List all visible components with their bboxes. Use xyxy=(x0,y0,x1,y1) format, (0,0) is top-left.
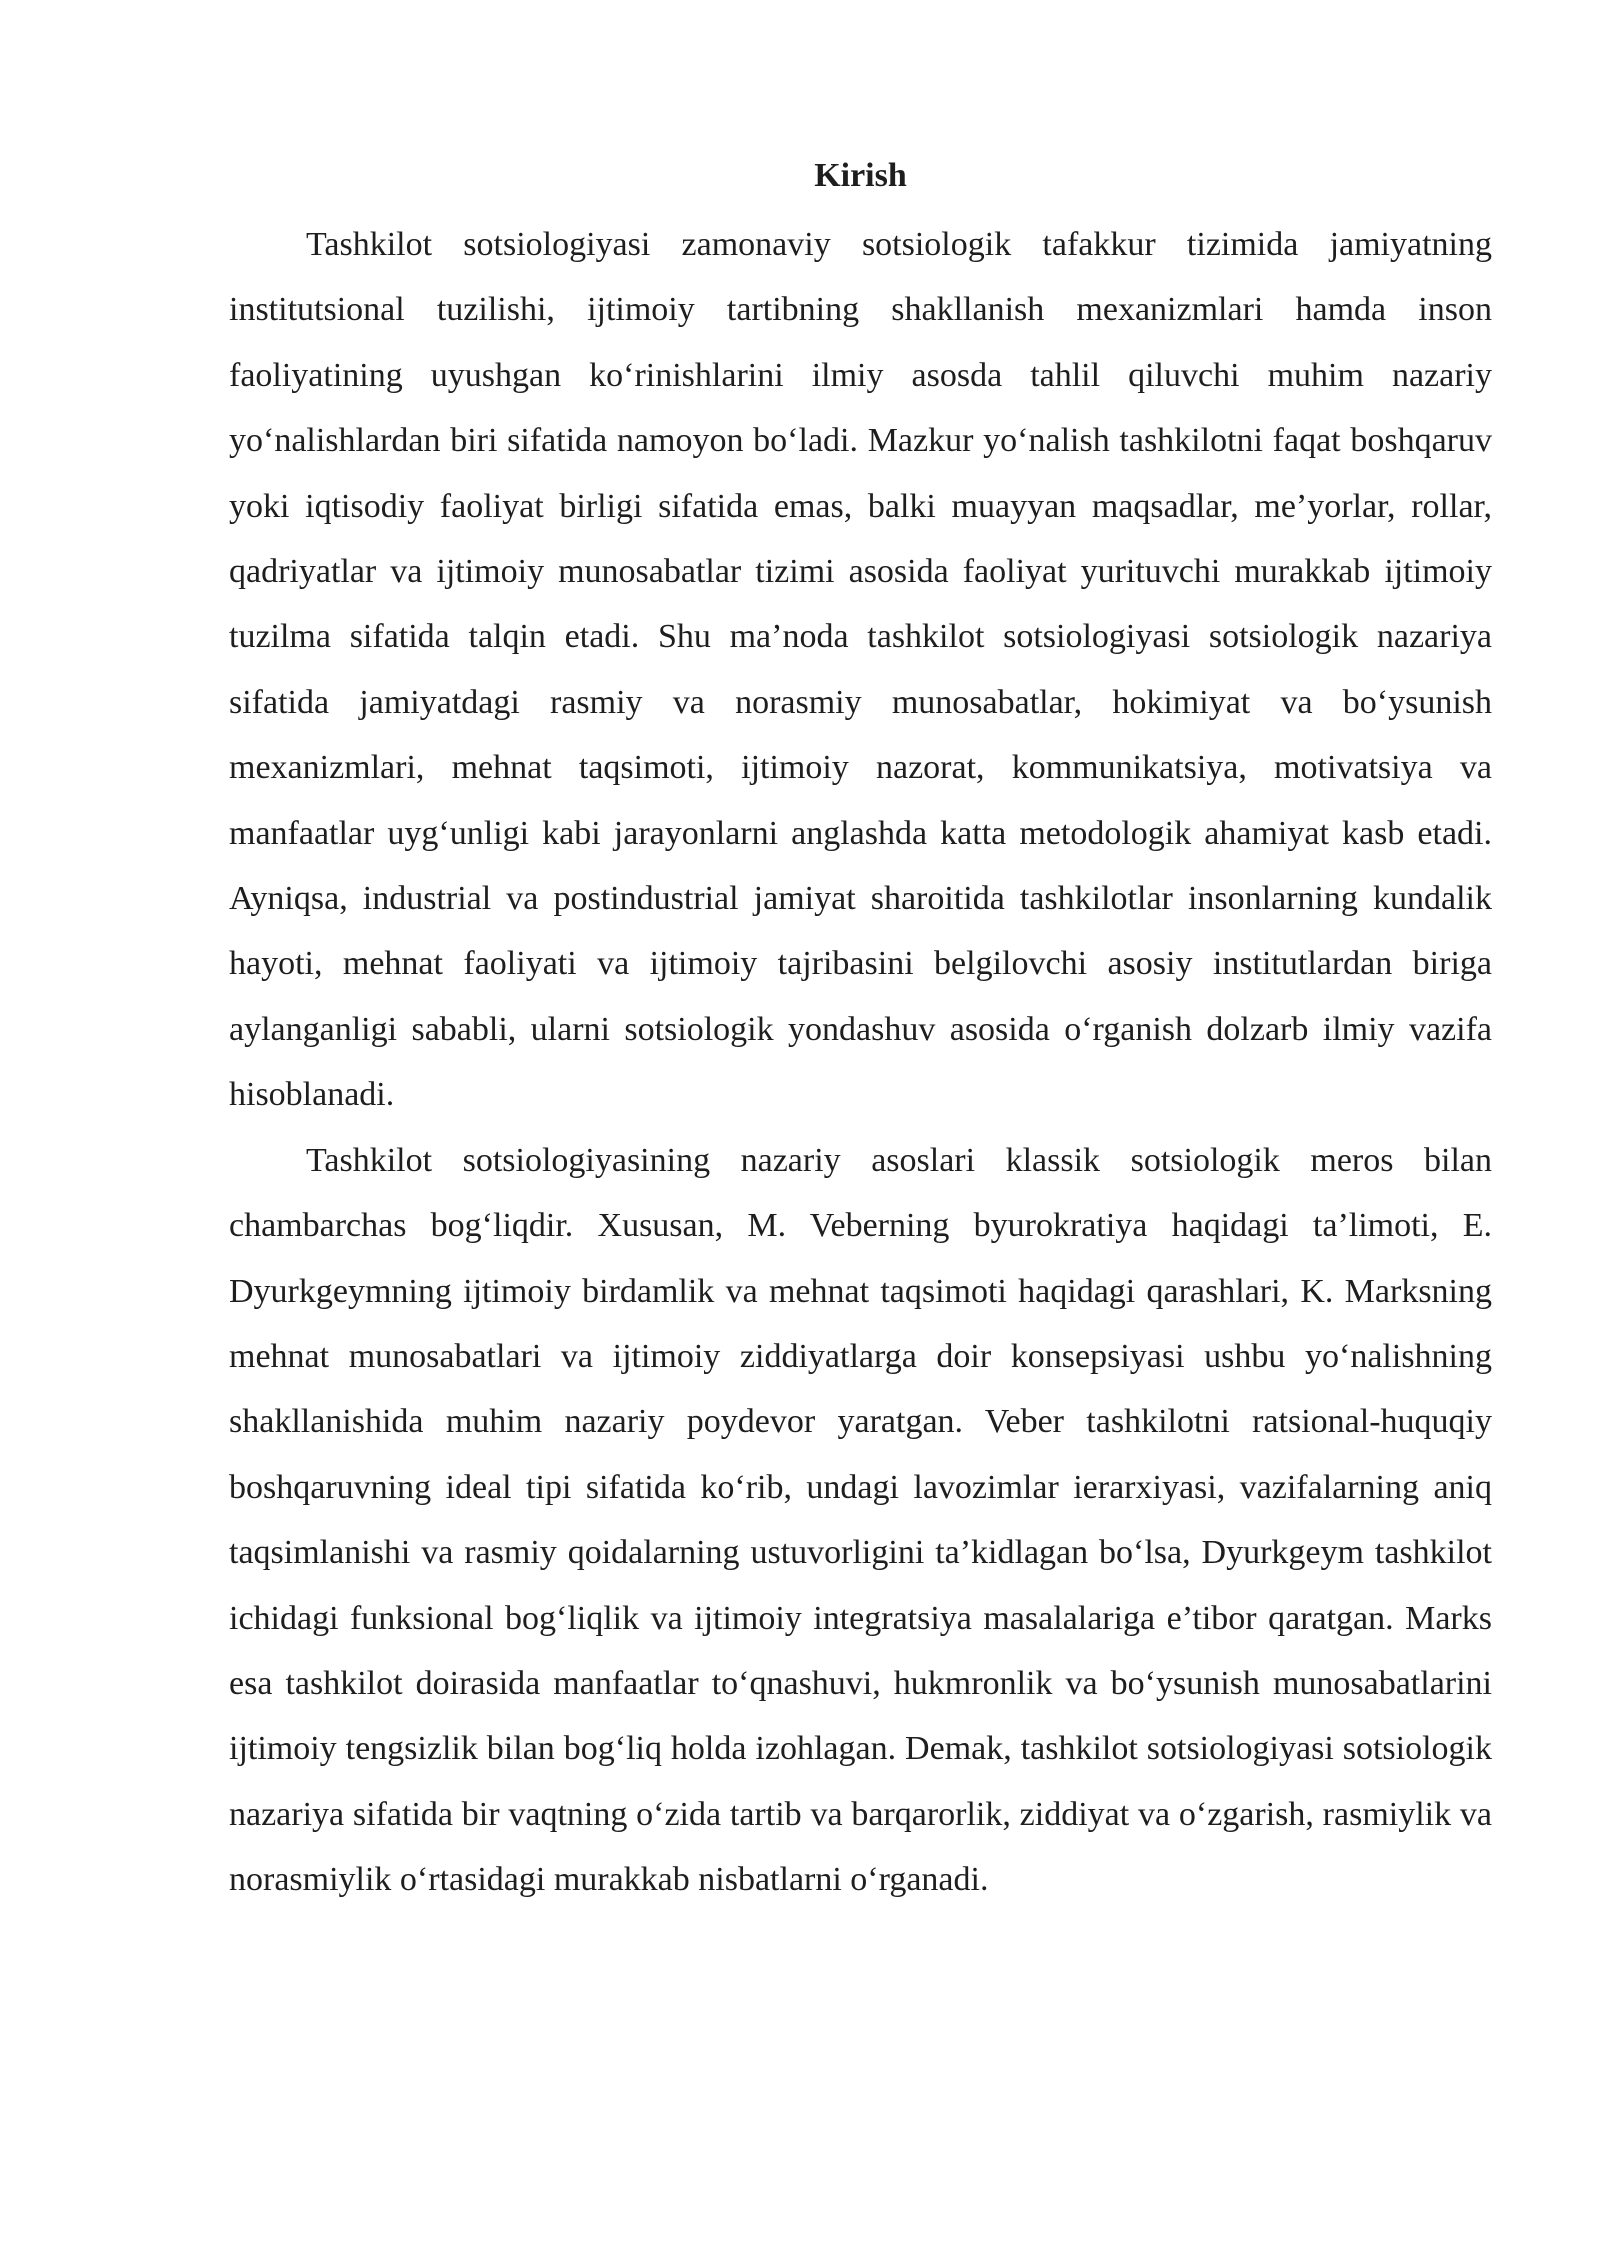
section-title: Kirish xyxy=(814,157,907,194)
paragraph-1: Tashkilot sotsiologiyasi zamonaviy sotsiologik tafakkur tizimida jamiyatning institutsional tuzilishi, ijtimoiy tartibning shakllanish mexanizmlari hamda inson faoliyatining uyushgan ko‘rinishlarini ilmiy asosda tahlil qiluvchi muhim nazariy yo‘nalishlardan biri sifatida namoyon bo‘ladi. Mazkur yo‘nalish tashkilotni faqat boshqaruv yoki iqtisodiy faoliyat birligi sifatida emas, balki muayyan maqsadlar, me’yorlar, rollar, qadriyatlar va ijtimoiy munosabatlar tizimi asosida faoliyat yurituvchi murakkab ijtimoiy tuzilma sifatida talqin etadi. Shu ma’noda tashkilot sotsiologiyasi sotsiologik nazariya sifatida jamiyatdagi rasmiy va norasmiy munosabatlar, hokimiyat va bo‘ysunish mexanizmlari, mehnat taqsimoti, ijtimoiy nazorat, kommunikatsiya, motivatsiya va manfaatlar uyg‘unligi kabi jarayonlarni anglashda katta metodologik ahamiyat kasb etadi. Ayniqsa, industrial va postindustrial jamiyat sharoitida tashkilotlar insonlarning kundalik hayoti, mehnat faoliyati va ijtimoiy tajribasini belgilovchi asosiy institutlardan biriga aylanganligi sababli, ularni sotsiologik yondashuv asosida o‘rganish dolzarb ilmiy vazifa hisoblanadi. xyxy=(229,226,1492,1114)
paragraph-2: Tashkilot sotsiologiyasining nazariy asoslari klassik sotsiologik meros bilan chambarchas bog‘liqdir. Xususan, M. Veberning byurokratiya haqidagi ta’limoti, E. Dyurkgeymning ijtimoiy birdamlik va mehnat taqsimoti haqidagi qarashlari, K. Marksning mehnat munosabatlari va ijtimoiy ziddiyatlarga doir konsepsiyasi ushbu yo‘nalishning shakllanishida muhim nazariy poydevor yaratgan. Veber tashkilotni ratsional-huquqiy boshqaruvning ideal tipi sifatida ko‘rib, undagi lavozimlar ierarxiyasi, vazifalarning aniq taqsimlanishi va rasmiy qoidalarning ustuvorligini ta’kidlagan bo‘lsa, Dyurkgeym tashkilot ichidagi funksional bog‘liqlik va ijtimoiy integratsiya masalalariga e’tibor qaratgan. Marks esa tashkilot doirasida manfaatlar to‘qnashuvi, hukmronlik va bo‘ysunish munosabatlarini ijtimoiy tengsizlik bilan bog‘liq holda izohlagan. Demak, tashkilot sotsiologiyasi sotsiologik nazariya sifatida bir vaqtning o‘zida tartib va barqarorlik, ziddiyat va o‘zgarish, rasmiylik va norasmiylik o‘rtasidagi murakkab nisbatlarni o‘rganadi. xyxy=(229,1141,1492,1899)
document-page xyxy=(229,146,1492,1913)
